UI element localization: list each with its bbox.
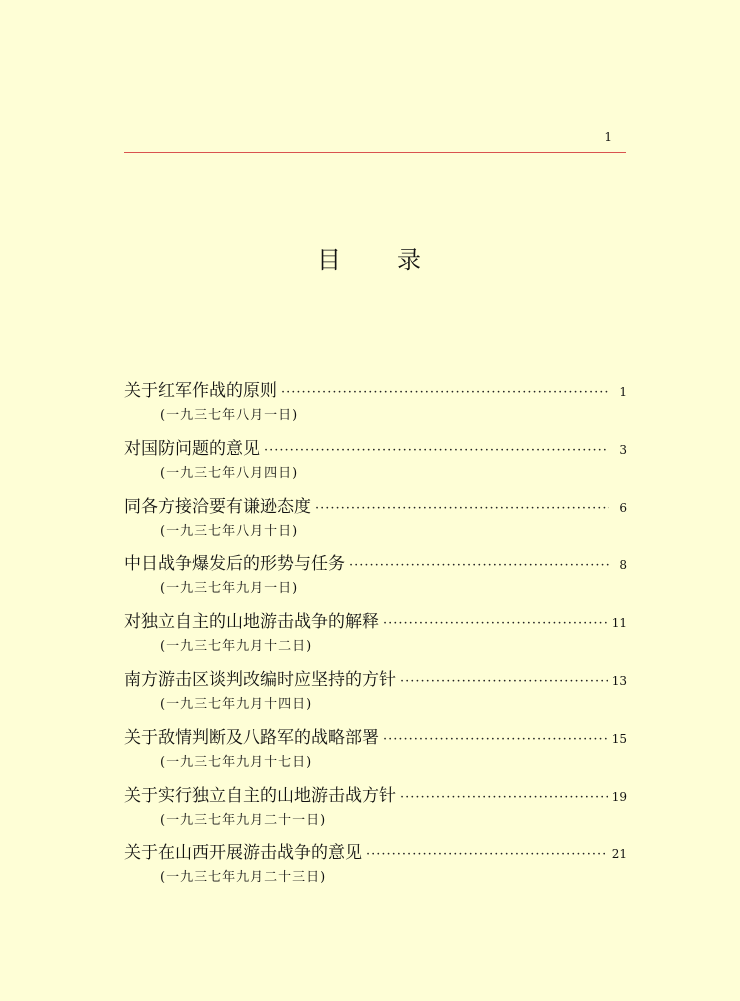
- toc-entry-title[interactable]: 关于敌情判断及八路军的战略部署: [124, 727, 379, 748]
- dot-leader: [349, 553, 609, 579]
- dot-leader: [366, 842, 608, 868]
- toc-entry-title[interactable]: 对国防问题的意见: [124, 438, 260, 459]
- title-char-2: 录: [397, 246, 423, 274]
- toc-entry-title[interactable]: 关于实行独立自主的山地游击战方针: [124, 785, 396, 806]
- page-title: [0, 240, 740, 275]
- dot-leader: [264, 438, 609, 464]
- toc-entry-date: (一九三七年八月一日): [160, 408, 299, 423]
- dot-leader: [383, 727, 608, 753]
- dot-leader: [400, 669, 608, 695]
- toc-entry[interactable]: [124, 551, 627, 609]
- toc-entry-title[interactable]: 中日战争爆发后的形势与任务: [124, 554, 345, 575]
- table-of-contents: [124, 378, 627, 898]
- toc-entry-date: (一九三七年八月十日): [160, 523, 299, 539]
- toc-entry-date: (一九三七年九月十七日): [160, 754, 313, 770]
- toc-entry-date: (一九三七年九月十四日): [160, 696, 313, 712]
- toc-entry-title[interactable]: 关于在山西开展游击战争的意见: [124, 843, 362, 864]
- dot-leader: [383, 611, 608, 637]
- toc-entry-page: 15: [611, 731, 627, 746]
- toc-entry-date: (一九三七年九月一日): [160, 581, 299, 597]
- toc-entry-date: (一九三七年九月十二日): [160, 639, 313, 655]
- toc-entry-date: (一九三七年九月二十一日): [160, 812, 327, 828]
- toc-entry[interactable]: [124, 783, 627, 841]
- toc-entry[interactable]: [124, 840, 627, 898]
- toc-entry-title[interactable]: 南方游击区谈判改编时应坚持的方针: [124, 669, 396, 690]
- toc-entry-page: 8: [619, 558, 627, 573]
- toc-entry[interactable]: [124, 378, 627, 436]
- toc-entry-title[interactable]: 对独立自主的山地游击战争的解释: [124, 612, 379, 633]
- toc-entry[interactable]: [124, 436, 627, 494]
- toc-entry-date: (一九三七年八月四日): [160, 465, 299, 481]
- toc-entry[interactable]: [124, 667, 627, 725]
- title-char-1: 目: [317, 246, 343, 274]
- toc-entry-page: 3: [619, 442, 627, 457]
- toc-entry-date: (一九三七年九月二十三日): [160, 870, 327, 886]
- toc-entry-page: 13: [611, 673, 627, 688]
- dot-leader: [281, 380, 609, 406]
- toc-entry-title[interactable]: 同各方接洽要有谦逊态度: [124, 496, 311, 517]
- header-rule: [124, 152, 626, 153]
- dot-leader: [315, 496, 609, 522]
- toc-entry-page: 1: [619, 385, 627, 399]
- toc-entry-page: 6: [619, 500, 627, 515]
- toc-entry[interactable]: [124, 725, 627, 783]
- toc-entry[interactable]: [124, 609, 627, 667]
- toc-entry[interactable]: [124, 494, 627, 552]
- page-number: 1: [604, 130, 612, 144]
- toc-entry-page: 21: [611, 847, 627, 862]
- toc-entry-page: 11: [611, 616, 627, 631]
- toc-entry-page: 19: [611, 789, 627, 804]
- toc-entry-title[interactable]: 关于红军作战的原则: [124, 381, 277, 401]
- dot-leader: [400, 785, 608, 811]
